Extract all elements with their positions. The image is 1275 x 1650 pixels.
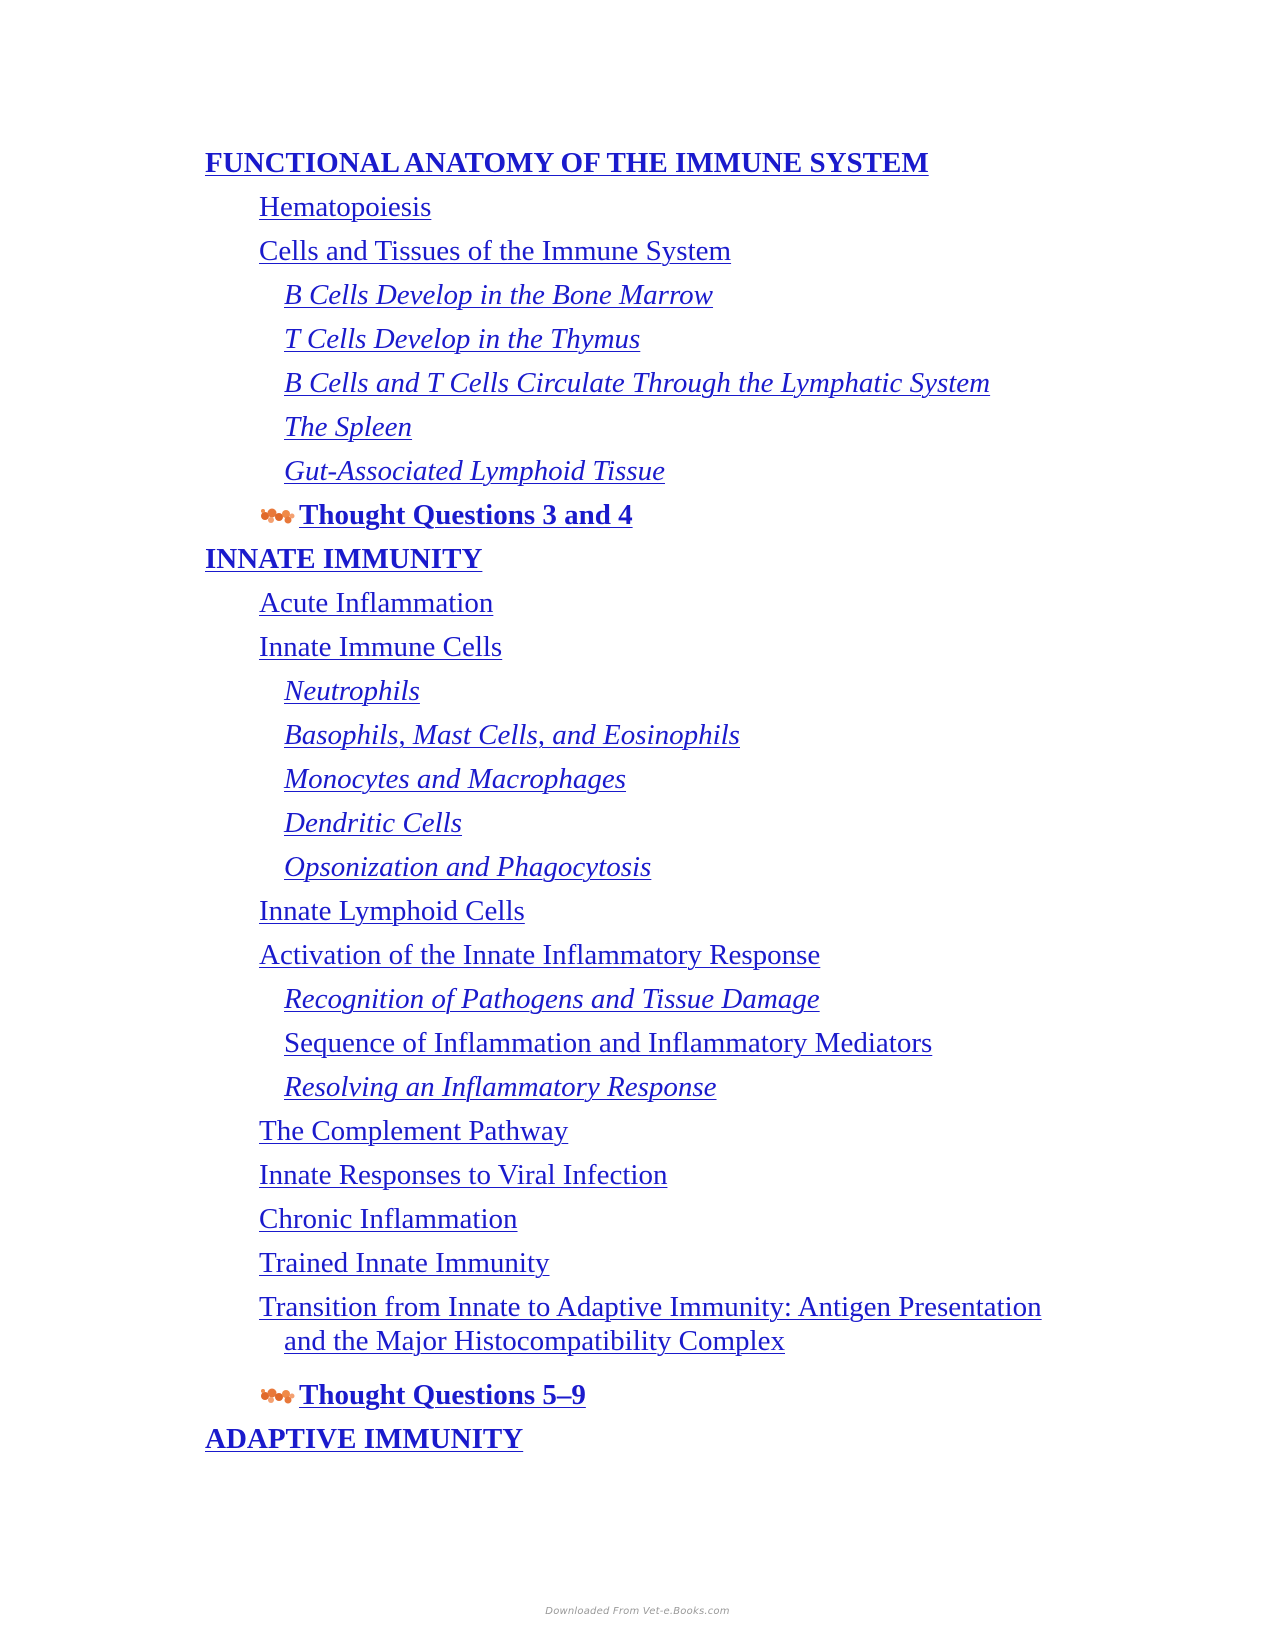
toc-link-cells-and-tissues[interactable]: Cells and Tissues of the Immune System	[259, 235, 732, 267]
toc-link-viral-infection[interactable]: Innate Responses to Viral Infection	[259, 1159, 668, 1191]
toc-link-basophils[interactable]: Basophils, Mast Cells, and Eosinophils	[284, 719, 740, 751]
toc-link-spleen[interactable]: The Spleen	[284, 411, 413, 443]
cells-icon	[259, 504, 295, 526]
toc-link-complement-pathway[interactable]: The Complement Pathway	[259, 1115, 569, 1147]
toc-link-adaptive-immunity[interactable]: ADAPTIVE IMMUNITY	[205, 1423, 524, 1455]
thought-questions-label: Thought Questions 5–9	[299, 1379, 586, 1411]
toc-link-line-2: and the Major Histocompatibility Complex	[284, 1325, 785, 1357]
toc-link-neutrophils[interactable]: Neutrophils	[284, 675, 420, 707]
toc-link-hematopoiesis[interactable]: Hematopoiesis	[259, 191, 432, 223]
download-watermark: Downloaded From Vet-e.Books.com	[545, 1606, 730, 1617]
toc-link-resolving-response[interactable]: Resolving an Inflammatory Response	[284, 1071, 717, 1103]
toc-link-b-cells-bone-marrow[interactable]: B Cells Develop in the Bone Marrow	[284, 279, 714, 311]
toc-link-functional-anatomy[interactable]: FUNCTIONAL ANATOMY OF THE IMMUNE SYSTEM	[205, 147, 929, 179]
cells-icon	[259, 1384, 295, 1406]
toc-link-thought-questions-3-4[interactable]	[259, 498, 633, 532]
toc-link-lymphatic-system[interactable]: B Cells and T Cells Circulate Through the Lymphatic System	[284, 367, 991, 399]
toc-link-innate-immunity[interactable]: INNATE IMMUNITY	[205, 543, 483, 575]
toc-link-opsonization[interactable]: Opsonization and Phagocytosis	[284, 851, 652, 883]
toc-link-innate-to-adaptive-transition[interactable]	[259, 1290, 1109, 1358]
toc-link-innate-lymphoid-cells[interactable]: Innate Lymphoid Cells	[259, 895, 525, 927]
toc-link-chronic-inflammation[interactable]: Chronic Inflammation	[259, 1203, 518, 1235]
toc-link-dendritic-cells[interactable]: Dendritic Cells	[284, 807, 463, 839]
toc-link-trained-innate-immunity[interactable]: Trained Innate Immunity	[259, 1247, 550, 1279]
toc-link-line-1: Transition from Innate to Adaptive Immunity: Antigen Presentation	[259, 1291, 1042, 1323]
toc-link-thought-questions-5-9[interactable]	[259, 1378, 586, 1412]
toc-link-activation-innate-response[interactable]: Activation of the Innate Inflammatory Response	[259, 939, 821, 971]
toc-link-acute-inflammation[interactable]: Acute Inflammation	[259, 587, 494, 619]
thought-questions-label: Thought Questions 3 and 4	[299, 499, 633, 531]
toc-link-monocytes[interactable]: Monocytes and Macrophages	[284, 763, 627, 795]
toc-link-recognition-pathogens[interactable]: Recognition of Pathogens and Tissue Damage	[284, 983, 820, 1015]
toc-link-innate-immune-cells[interactable]: Innate Immune Cells	[259, 631, 503, 663]
toc-link-t-cells-thymus[interactable]: T Cells Develop in the Thymus	[284, 323, 641, 355]
toc-link-galt[interactable]: Gut-Associated Lymphoid Tissue	[284, 455, 665, 487]
toc-link-sequence-inflammation[interactable]: Sequence of Inflammation and Inflammatory Mediators	[284, 1027, 933, 1059]
